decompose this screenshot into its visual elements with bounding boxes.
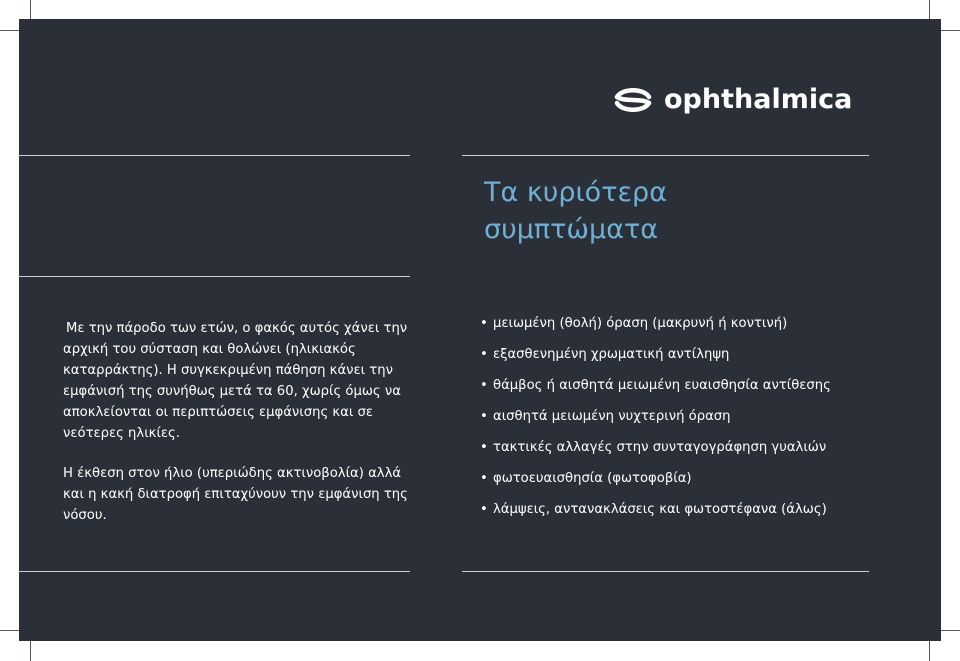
symptom-text: μειωμένη (θολή) όραση (μακρυνή ή κοντινή) bbox=[493, 316, 788, 331]
divider-left-top bbox=[19, 155, 410, 156]
ophthalmica-logo-icon bbox=[614, 85, 652, 115]
crop-mark bbox=[0, 630, 19, 631]
list-item bbox=[480, 500, 920, 531]
title-line-1: Τα κυριότερα bbox=[484, 177, 667, 208]
bullet-icon: • bbox=[480, 378, 488, 393]
title-line-2: συμπτώματα bbox=[484, 214, 659, 245]
symptom-text: φωτοευαισθησία (φωτοφοβία) bbox=[493, 471, 692, 486]
page-title bbox=[484, 174, 784, 248]
causes-paragraph-text: Η έκθεση στον ήλιο (υπεριώδης ακτινοβολία) αλλά και η κακή διατροφή επιταχύνουν την εμφάνιση της νόσου. bbox=[63, 466, 408, 523]
causes-paragraph bbox=[63, 463, 408, 526]
list-item bbox=[480, 376, 920, 407]
divider-left-mid bbox=[19, 276, 410, 277]
crop-mark bbox=[929, 641, 930, 661]
bullet-icon: • bbox=[480, 347, 488, 362]
bullet-icon: • bbox=[480, 440, 488, 455]
list-item bbox=[480, 438, 920, 469]
crop-mark bbox=[30, 0, 31, 19]
brand-logo bbox=[614, 84, 864, 116]
bullet-icon: • bbox=[480, 316, 488, 331]
crop-mark bbox=[941, 30, 960, 31]
symptoms-list bbox=[480, 314, 920, 531]
divider-right-top bbox=[462, 155, 869, 156]
list-item bbox=[480, 469, 920, 500]
crop-mark bbox=[929, 0, 930, 19]
symptom-text: εξασθενημένη χρωματική αντίληψη bbox=[493, 347, 730, 362]
list-item bbox=[480, 345, 920, 376]
list-item bbox=[480, 407, 920, 438]
list-item bbox=[480, 314, 920, 345]
symptom-text: λάμψεις, αντανακλάσεις και φωτοστέφανα (άλως) bbox=[493, 502, 827, 517]
crop-mark bbox=[30, 641, 31, 661]
bullet-icon: • bbox=[480, 502, 488, 517]
brand-name: ophthalmica bbox=[664, 84, 853, 115]
intro-paragraph bbox=[63, 318, 408, 444]
intro-paragraph-text: Με την πάροδο των ετών, ο φακός αυτός χάνει την αρχική του σύσταση και θολώνει (ηλικιακός καταρράκτης). Η συγκεκριμένη πάθηση κάνει την εμφάνισή της συνήθως μετά τα 60, χωρίς όμως να αποκλείονται οι περιπτώσεις εμφάνισης και σε νεότερες ηλικίες. bbox=[63, 321, 408, 441]
bullet-icon: • bbox=[480, 409, 488, 424]
symptom-text: τακτικές αλλαγές στην συνταγογράφηση γυαλιών bbox=[493, 440, 827, 455]
crop-mark bbox=[0, 30, 19, 31]
bullet-icon: • bbox=[480, 471, 488, 486]
symptom-text: θάμβος ή αισθητά μειωμένη ευαισθησία αντίθεσης bbox=[493, 378, 831, 393]
symptom-text: αισθητά μειωμένη νυχτερινή όραση bbox=[493, 409, 731, 424]
divider-right-bottom bbox=[462, 571, 869, 572]
crop-mark bbox=[941, 630, 960, 631]
divider-left-bottom bbox=[19, 571, 410, 572]
